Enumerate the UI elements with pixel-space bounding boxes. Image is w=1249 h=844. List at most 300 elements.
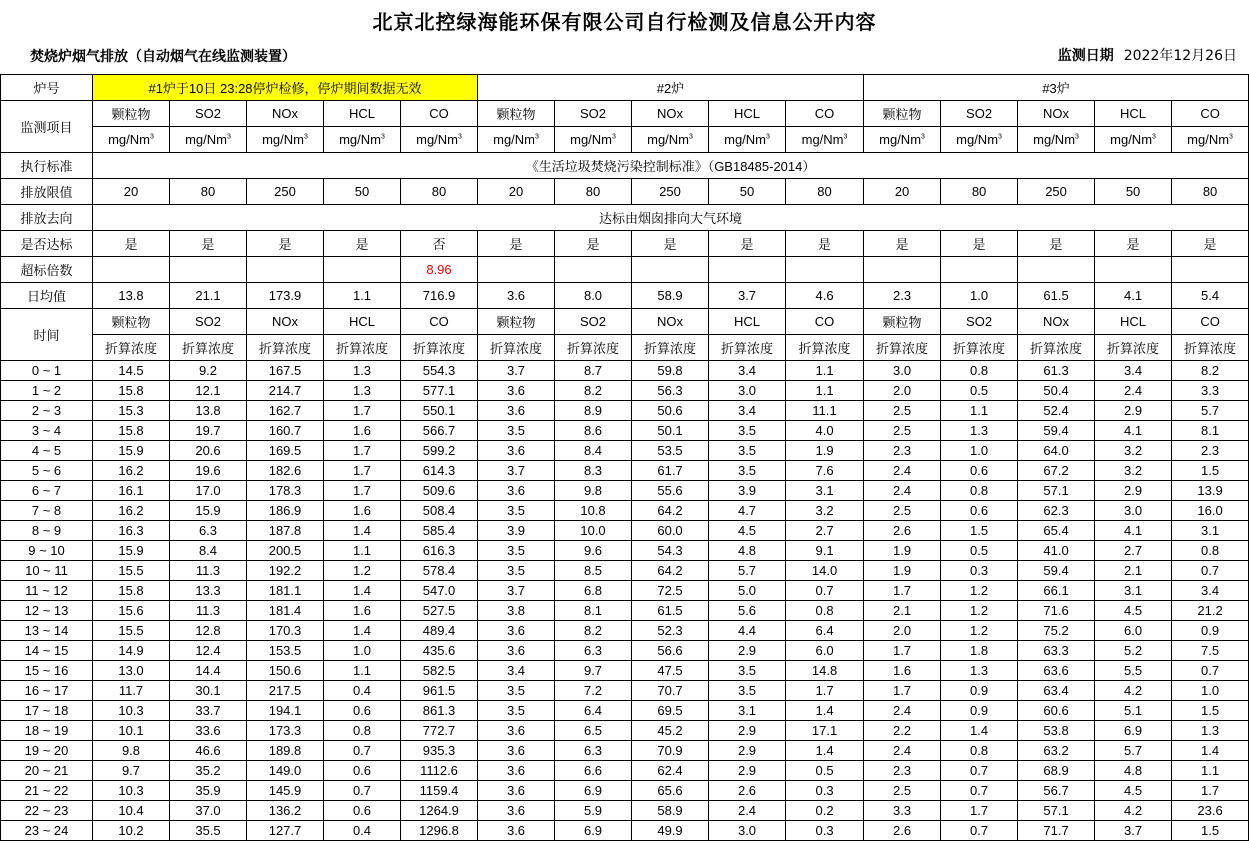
value-cell: 15.8: [93, 421, 170, 441]
exceed-label: 超标倍数: [1, 257, 93, 283]
conc-label: 折算浓度: [401, 335, 478, 361]
value-cell: 169.5: [247, 441, 324, 461]
value-cell: 614.3: [401, 461, 478, 481]
value-cell: 41.0: [1018, 541, 1095, 561]
conc-label: 折算浓度: [247, 335, 324, 361]
value-cell: 1.4: [941, 721, 1018, 741]
hour-cell: 4 ~ 5: [1, 441, 93, 461]
value-cell: 0.7: [941, 821, 1018, 841]
value-cell: 217.5: [247, 681, 324, 701]
exceed-value: [632, 257, 709, 283]
value-cell: 0.3: [786, 781, 864, 801]
value-cell: 3.5: [709, 441, 786, 461]
value-cell: 3.1: [1172, 521, 1249, 541]
unit-superscript: 3: [1075, 133, 1079, 141]
value-cell: 10.1: [93, 721, 170, 741]
sub-item-header: SO2: [941, 309, 1018, 335]
value-cell: 6.3: [555, 641, 632, 661]
table-row: [1, 761, 1249, 781]
value-cell: 5.9: [555, 801, 632, 821]
value-cell: 127.7: [247, 821, 324, 841]
furnace1-note: #1炉于10日 23:28停炉检修，停炉期间数据无效: [93, 75, 478, 101]
sub-item-header: SO2: [555, 309, 632, 335]
value-cell: 6.4: [555, 701, 632, 721]
value-cell: 1.7: [864, 641, 941, 661]
value-cell: 10.4: [93, 801, 170, 821]
value-cell: 17.0: [170, 481, 247, 501]
limit-label: 排放限值: [1, 179, 93, 205]
value-cell: 1.5: [941, 521, 1018, 541]
value-cell: 64.0: [1018, 441, 1095, 461]
value-cell: 1.9: [786, 441, 864, 461]
conc-row: [1, 335, 1249, 361]
value-cell: 3.1: [1095, 581, 1172, 601]
daily-value: 4.1: [1095, 283, 1172, 309]
unit-text: mg/Nm: [108, 132, 150, 147]
unit-cell: [709, 127, 786, 153]
limit-value: 80: [401, 179, 478, 205]
value-cell: 181.4: [247, 601, 324, 621]
value-cell: 4.1: [1095, 421, 1172, 441]
item-header: NOx: [247, 101, 324, 127]
value-cell: 14.0: [786, 561, 864, 581]
unit-superscript: 3: [1229, 133, 1233, 141]
value-cell: 3.2: [1095, 441, 1172, 461]
daily-value: 58.9: [632, 283, 709, 309]
value-cell: 46.6: [170, 741, 247, 761]
value-cell: 3.5: [709, 421, 786, 441]
value-cell: 13.3: [170, 581, 247, 601]
table-row: [1, 621, 1249, 641]
table-body: [1, 75, 1249, 841]
value-cell: 1.8: [941, 641, 1018, 661]
sub-item-header: NOx: [247, 309, 324, 335]
value-cell: 0.7: [1172, 661, 1249, 681]
value-cell: 11.1: [786, 401, 864, 421]
table-row: [1, 401, 1249, 421]
sub-item-header: HCL: [1095, 309, 1172, 335]
unit-text: mg/Nm: [1110, 132, 1153, 147]
value-cell: 35.9: [170, 781, 247, 801]
value-cell: 15.5: [93, 621, 170, 641]
value-cell: 8.4: [170, 541, 247, 561]
value-cell: 15.8: [93, 381, 170, 401]
daily-value: 1.0: [941, 283, 1018, 309]
hour-cell: 18 ~ 19: [1, 721, 93, 741]
value-cell: 8.9: [555, 401, 632, 421]
value-cell: 1.7: [324, 461, 401, 481]
value-cell: 23.6: [1172, 801, 1249, 821]
value-cell: 12.1: [170, 381, 247, 401]
value-cell: 2.0: [864, 621, 941, 641]
value-cell: 19.7: [170, 421, 247, 441]
value-cell: 3.1: [786, 481, 864, 501]
value-cell: 75.2: [1018, 621, 1095, 641]
hour-cell: 1 ~ 2: [1, 381, 93, 401]
daily-value: 5.4: [1172, 283, 1249, 309]
value-cell: 33.7: [170, 701, 247, 721]
value-cell: 3.9: [709, 481, 786, 501]
sub-item-header: CO: [401, 309, 478, 335]
item-header: CO: [1172, 101, 1249, 127]
value-cell: 3.6: [478, 401, 555, 421]
value-cell: 2.1: [1095, 561, 1172, 581]
compliant-value: 是: [1095, 231, 1172, 257]
value-cell: 3.7: [1095, 821, 1172, 841]
unit-superscript: 3: [303, 133, 308, 141]
value-cell: 2.6: [864, 821, 941, 841]
value-cell: 4.8: [709, 541, 786, 561]
value-cell: 14.8: [786, 661, 864, 681]
item-header: CO: [401, 101, 478, 127]
conc-label: 折算浓度: [786, 335, 864, 361]
unit-superscript: 3: [1152, 133, 1156, 141]
sub-item-header: NOx: [1018, 309, 1095, 335]
monitoring-date: [1058, 45, 1237, 65]
conc-label: 折算浓度: [709, 335, 786, 361]
value-cell: 0.6: [941, 501, 1018, 521]
hour-cell: 22 ~ 23: [1, 801, 93, 821]
value-cell: 71.6: [1018, 601, 1095, 621]
furnace-row: [1, 75, 1249, 101]
value-cell: 12.4: [170, 641, 247, 661]
value-cell: 19.6: [170, 461, 247, 481]
value-cell: 37.0: [170, 801, 247, 821]
unit-text: mg/Nm: [801, 132, 844, 147]
value-cell: 3.8: [478, 601, 555, 621]
limit-value: 80: [941, 179, 1018, 205]
value-cell: 70.7: [632, 681, 709, 701]
value-cell: 11.7: [93, 681, 170, 701]
value-cell: 6.9: [555, 781, 632, 801]
unit-text: mg/Nm: [724, 132, 766, 147]
value-cell: 62.4: [632, 761, 709, 781]
table-row: [1, 701, 1249, 721]
value-cell: 616.3: [401, 541, 478, 561]
compliant-value: 是: [1018, 231, 1095, 257]
hour-cell: 12 ~ 13: [1, 601, 93, 621]
value-cell: 65.4: [1018, 521, 1095, 541]
value-cell: 145.9: [247, 781, 324, 801]
limit-value: 250: [632, 179, 709, 205]
table-row: [1, 681, 1249, 701]
unit-cell: [93, 127, 170, 153]
value-cell: 182.6: [247, 461, 324, 481]
value-cell: 10.8: [555, 501, 632, 521]
value-cell: 1.7: [324, 441, 401, 461]
value-cell: 0.3: [941, 561, 1018, 581]
daily-value: 716.9: [401, 283, 478, 309]
daily-value: 8.0: [555, 283, 632, 309]
value-cell: 1159.4: [401, 781, 478, 801]
value-cell: 1.5: [1172, 821, 1249, 841]
value-cell: 2.5: [864, 421, 941, 441]
unit-superscript: 3: [766, 133, 770, 141]
unit-cell: [324, 127, 401, 153]
value-cell: 0.8: [786, 601, 864, 621]
sub-item-header: SO2: [170, 309, 247, 335]
value-cell: 214.7: [247, 381, 324, 401]
daily-value: 4.6: [786, 283, 864, 309]
value-cell: 3.3: [864, 801, 941, 821]
value-cell: 4.5: [1095, 601, 1172, 621]
value-cell: 3.3: [1172, 381, 1249, 401]
value-cell: 0.8: [941, 361, 1018, 381]
value-cell: 8.2: [555, 621, 632, 641]
table-row: [1, 461, 1249, 481]
table-row: [1, 601, 1249, 621]
value-cell: 66.1: [1018, 581, 1095, 601]
item-header: HCL: [709, 101, 786, 127]
value-cell: 3.6: [478, 781, 555, 801]
value-cell: 61.7: [632, 461, 709, 481]
value-cell: 35.5: [170, 821, 247, 841]
table-row: [1, 741, 1249, 761]
value-cell: 14.5: [93, 361, 170, 381]
value-cell: 1.1: [941, 401, 1018, 421]
value-cell: 13.0: [93, 661, 170, 681]
value-cell: 2.9: [1095, 481, 1172, 501]
hour-cell: 0 ~ 1: [1, 361, 93, 381]
table-row: [1, 641, 1249, 661]
daily-value: 173.9: [247, 283, 324, 309]
value-cell: 6.9: [1095, 721, 1172, 741]
value-cell: 1.1: [324, 661, 401, 681]
date-label: 监测日期: [1057, 48, 1114, 64]
value-cell: 3.0: [709, 821, 786, 841]
value-cell: 2.3: [864, 761, 941, 781]
value-cell: 72.5: [632, 581, 709, 601]
value-cell: 181.1: [247, 581, 324, 601]
value-cell: 69.5: [632, 701, 709, 721]
table-row: [1, 801, 1249, 821]
value-cell: 0.8: [1172, 541, 1249, 561]
value-cell: 9.7: [93, 761, 170, 781]
exceed-value: [170, 257, 247, 283]
value-cell: 63.6: [1018, 661, 1095, 681]
sub-item-row: [1, 309, 1249, 335]
value-cell: 1.2: [941, 621, 1018, 641]
value-cell: 35.2: [170, 761, 247, 781]
value-cell: 2.9: [709, 761, 786, 781]
sub-item-header: NOx: [632, 309, 709, 335]
value-cell: 2.6: [709, 781, 786, 801]
compliant-value: 是: [786, 231, 864, 257]
hour-cell: 8 ~ 9: [1, 521, 93, 541]
limit-value: 80: [170, 179, 247, 205]
value-cell: 1.4: [786, 741, 864, 761]
value-cell: 6.3: [555, 741, 632, 761]
value-cell: 65.6: [632, 781, 709, 801]
value-cell: 6.9: [555, 821, 632, 841]
value-cell: 9.1: [786, 541, 864, 561]
value-cell: 173.3: [247, 721, 324, 741]
value-cell: 3.6: [478, 821, 555, 841]
item-row: [1, 101, 1249, 127]
value-cell: 1.3: [324, 381, 401, 401]
value-cell: 3.5: [478, 681, 555, 701]
value-cell: 14.4: [170, 661, 247, 681]
exceed-row: [1, 257, 1249, 283]
value-cell: 50.1: [632, 421, 709, 441]
value-cell: 0.7: [1172, 561, 1249, 581]
unit-superscript: 3: [380, 133, 385, 141]
compliant-value: 是: [93, 231, 170, 257]
value-cell: 1.7: [1172, 781, 1249, 801]
hour-cell: 20 ~ 21: [1, 761, 93, 781]
value-cell: 2.4: [864, 461, 941, 481]
value-cell: 582.5: [401, 661, 478, 681]
value-cell: 3.5: [709, 661, 786, 681]
value-cell: 1.3: [324, 361, 401, 381]
hour-cell: 23 ~ 24: [1, 821, 93, 841]
value-cell: 2.7: [1095, 541, 1172, 561]
value-cell: 33.6: [170, 721, 247, 741]
value-cell: 6.0: [1095, 621, 1172, 641]
hour-cell: 13 ~ 14: [1, 621, 93, 641]
value-cell: 2.4: [1095, 381, 1172, 401]
value-cell: 49.9: [632, 821, 709, 841]
value-cell: 554.3: [401, 361, 478, 381]
direction-label: 排放去向: [1, 205, 93, 231]
value-cell: 2.7: [786, 521, 864, 541]
value-cell: 63.2: [1018, 741, 1095, 761]
value-cell: 0.7: [324, 781, 401, 801]
limit-value: 20: [478, 179, 555, 205]
value-cell: 2.6: [864, 521, 941, 541]
value-cell: 3.6: [478, 621, 555, 641]
value-cell: 10.3: [93, 701, 170, 721]
value-cell: 527.5: [401, 601, 478, 621]
table-row: [1, 721, 1249, 741]
unit-superscript: 3: [921, 133, 925, 141]
value-cell: 2.9: [709, 741, 786, 761]
value-cell: 585.4: [401, 521, 478, 541]
limit-value: 50: [709, 179, 786, 205]
value-cell: 189.8: [247, 741, 324, 761]
value-cell: 57.1: [1018, 801, 1095, 821]
item-label: 监测项目: [1, 101, 93, 153]
value-cell: 1.4: [1172, 741, 1249, 761]
table-row: [1, 821, 1249, 841]
value-cell: 3.2: [786, 501, 864, 521]
unit-cell: [247, 127, 324, 153]
value-cell: 14.9: [93, 641, 170, 661]
unit-text: mg/Nm: [1033, 132, 1076, 147]
value-cell: 2.4: [709, 801, 786, 821]
limit-value: 250: [1018, 179, 1095, 205]
hour-cell: 11 ~ 12: [1, 581, 93, 601]
sub-item-header: CO: [1172, 309, 1249, 335]
value-cell: 54.3: [632, 541, 709, 561]
value-cell: 3.4: [478, 661, 555, 681]
value-cell: 2.5: [864, 501, 941, 521]
value-cell: 2.5: [864, 401, 941, 421]
value-cell: 1.6: [324, 421, 401, 441]
value-cell: 58.9: [632, 801, 709, 821]
value-cell: 16.1: [93, 481, 170, 501]
value-cell: 1.0: [941, 441, 1018, 461]
value-cell: 489.4: [401, 621, 478, 641]
value-cell: 1.0: [324, 641, 401, 661]
value-cell: 1.9: [864, 541, 941, 561]
value-cell: 4.7: [709, 501, 786, 521]
unit-cell: [555, 127, 632, 153]
hour-cell: 16 ~ 17: [1, 681, 93, 701]
value-cell: 6.0: [786, 641, 864, 661]
value-cell: 578.4: [401, 561, 478, 581]
value-cell: 1.2: [324, 561, 401, 581]
daily-value: 3.6: [478, 283, 555, 309]
value-cell: 6.8: [555, 581, 632, 601]
value-cell: 3.6: [478, 721, 555, 741]
compliant-value: 是: [247, 231, 324, 257]
exceed-value: [247, 257, 324, 283]
unit-superscript: 3: [843, 133, 848, 141]
value-cell: 0.3: [786, 821, 864, 841]
unit-cell: [1018, 127, 1095, 153]
value-cell: 45.2: [632, 721, 709, 741]
hour-cell: 21 ~ 22: [1, 781, 93, 801]
page-title: 北京北控绿海能环保有限公司自行检测及信息公开内容: [372, 10, 877, 34]
value-cell: 20.6: [170, 441, 247, 461]
value-cell: 0.8: [941, 481, 1018, 501]
sub-item-header: CO: [786, 309, 864, 335]
value-cell: 961.5: [401, 681, 478, 701]
value-cell: 3.5: [478, 501, 555, 521]
item-header: NOx: [632, 101, 709, 127]
table-row: [1, 441, 1249, 461]
value-cell: 63.4: [1018, 681, 1095, 701]
value-cell: 3.2: [1095, 461, 1172, 481]
value-cell: 4.4: [709, 621, 786, 641]
item-header: 颗粒物: [478, 101, 555, 127]
value-cell: 15.5: [93, 561, 170, 581]
daily-value: 1.1: [324, 283, 401, 309]
conc-label: 折算浓度: [93, 335, 170, 361]
value-cell: 599.2: [401, 441, 478, 461]
daily-value: 3.7: [709, 283, 786, 309]
table-row: [1, 661, 1249, 681]
time-label: 时间: [1, 309, 93, 361]
value-cell: 192.2: [247, 561, 324, 581]
unit-superscript: 3: [689, 133, 693, 141]
conc-label: 折算浓度: [324, 335, 401, 361]
daily-value: 2.3: [864, 283, 941, 309]
value-cell: 3.6: [478, 381, 555, 401]
table-row: [1, 521, 1249, 541]
exceed-value: [478, 257, 555, 283]
standard-text: 《生活垃圾焚烧污染控制标准》（GB18485-2014）: [93, 153, 1249, 179]
limit-value: 20: [93, 179, 170, 205]
compliant-row: [1, 231, 1249, 257]
value-cell: 2.3: [864, 441, 941, 461]
unit-cell: [941, 127, 1018, 153]
value-cell: 61.5: [632, 601, 709, 621]
value-cell: 68.9: [1018, 761, 1095, 781]
value-cell: 0.9: [941, 681, 1018, 701]
value-cell: 0.5: [786, 761, 864, 781]
unit-text: mg/Nm: [956, 132, 999, 147]
value-cell: 0.7: [786, 581, 864, 601]
unit-cell: [632, 127, 709, 153]
compliant-value: 是: [1172, 231, 1249, 257]
conc-label: 折算浓度: [170, 335, 247, 361]
value-cell: 1.4: [324, 621, 401, 641]
value-cell: 5.5: [1095, 661, 1172, 681]
conc-label: 折算浓度: [941, 335, 1018, 361]
value-cell: 550.1: [401, 401, 478, 421]
